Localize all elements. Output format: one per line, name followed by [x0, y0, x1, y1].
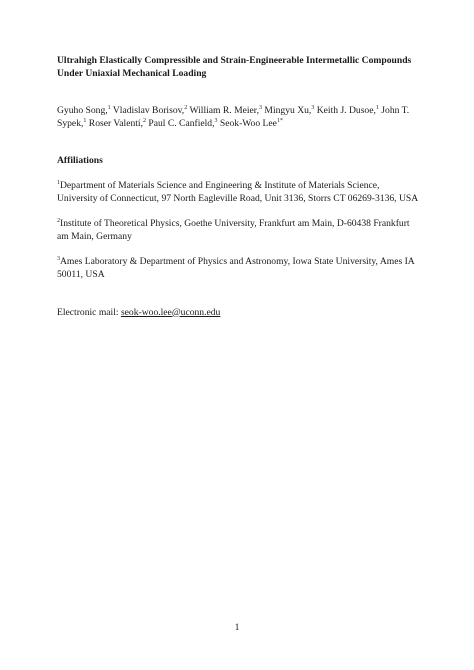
author-affiliation-mark: 1 — [375, 104, 379, 111]
author-affiliation-mark: 2 — [184, 104, 188, 111]
author-affiliation-mark: 3 — [214, 117, 218, 124]
affiliation-text: Ames Laboratory & Department of Physics and Astronomy, Iowa State University, Ames IA 50011, USA — [57, 256, 415, 280]
author-affiliation-mark: 2 — [142, 117, 146, 124]
author-name: Gyuho Song, — [57, 104, 108, 116]
affiliation-item — [57, 180, 419, 205]
author-name: Roser Valentí, — [88, 117, 143, 129]
author-name: Vladislav Borisov, — [112, 104, 185, 116]
affiliation-text: Department of Materials Science and Engineering & Institute of Materials Science, University of Connecticut, 97 North Eagleville Road, Unit 3136, Storrs CT 06269-3136, USA — [57, 180, 419, 204]
affiliation-item — [57, 218, 419, 243]
affiliation-number: 3 — [57, 256, 60, 263]
affiliations-heading: Affiliations — [57, 155, 103, 166]
author-affiliation-mark: 3 — [259, 104, 263, 111]
author-affiliation-mark: 1 — [107, 104, 111, 111]
author-affiliation-mark: 3 — [311, 104, 315, 111]
affiliation-item — [57, 256, 419, 281]
page-content — [57, 55, 419, 319]
author-affiliation-mark: 1 — [83, 117, 87, 124]
email-label: Electronic mail: — [57, 306, 121, 318]
paper-title: Ultrahigh Elastically Compressible and Strain-Engineerable Intermetallic Compounds Under Uniaxial Mechanical Loading — [57, 55, 412, 79]
author-name: Keith J. Dusoe, — [316, 104, 376, 116]
author-name: William R. Meier, — [189, 104, 260, 116]
author-name: Paul C. Canfield, — [148, 117, 215, 129]
author-name: Mingyu Xu, — [264, 104, 312, 116]
affiliation-text: Institute of Theoretical Physics, Goethe University, Frankfurt am Main, D-60438 Frankfurt am Main, Germany — [57, 218, 410, 242]
author-affiliation-mark: 1* — [276, 117, 283, 124]
email-link[interactable]: seok-woo.lee@uconn.edu — [120, 306, 221, 318]
affiliation-number: 1 — [57, 179, 60, 186]
author-name: Seok-Woo Lee — [219, 117, 277, 129]
author-name: John T. Sypek, — [57, 104, 410, 129]
contact-email-line — [57, 307, 419, 319]
author-list — [57, 104, 419, 130]
page-number: 1 — [234, 622, 240, 633]
affiliation-number: 2 — [57, 218, 60, 224]
